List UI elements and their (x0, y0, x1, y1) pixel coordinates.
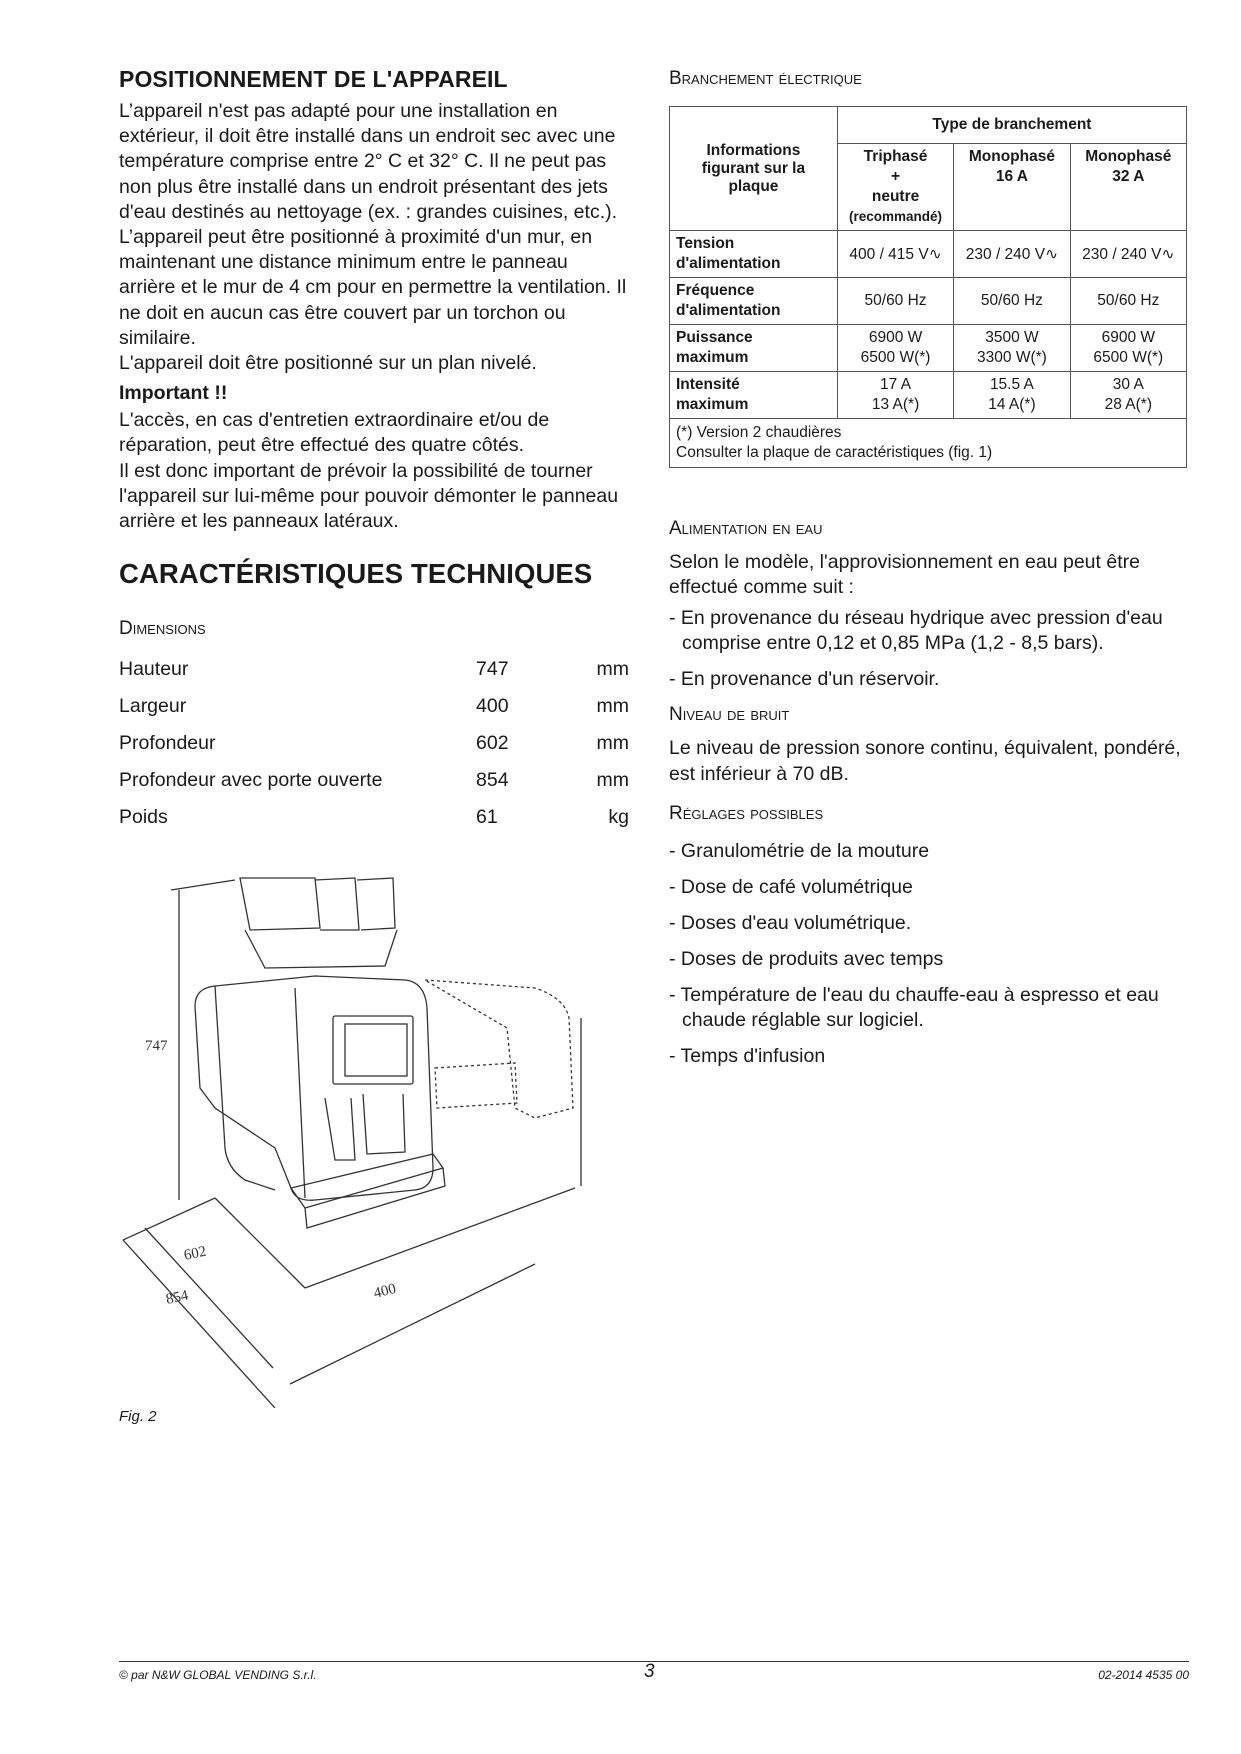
positioning-title: POSITIONNEMENT DE L'APPAREIL (119, 66, 508, 92)
dimension-unit: kg (608, 806, 629, 829)
positioning-para-4: Il est donc important de prévoir la possibilité de tourner l'appareil sur lui-même pour pouvoir démonter le panneau arrière et les panneaux latéraux. (119, 459, 619, 533)
table-cell: 400 / 415 V∿ (837, 231, 953, 278)
positioning-para-2: L'appareil doit être positionné sur un plan nivelé. (119, 352, 537, 375)
row-label (670, 231, 838, 278)
depth-dimension-line (145, 1228, 273, 1368)
label-400: 400 (372, 1280, 398, 1302)
table-cell: 15.5 A 14 A(*) (954, 372, 1070, 419)
important-label: Important !! (119, 382, 228, 405)
right-column (669, 66, 1189, 1080)
footer-doc-code: 02-2014 4535 00 (1098, 1668, 1189, 1682)
table-cell: 3500 W 3300 W(*) (954, 325, 1070, 372)
technical-title: CARACTÉRISTIQUES TECHNIQUES (119, 558, 593, 590)
list-item: - En provenance d'un réservoir. (669, 668, 940, 691)
footer-page-number: 3 (644, 1661, 655, 1682)
header-col-triphase (837, 144, 953, 231)
dimension-value: 61 (476, 806, 498, 829)
row-label (670, 325, 838, 372)
label-602: 602 (182, 1243, 208, 1264)
dimension-row (119, 658, 629, 695)
dimension-row (119, 695, 629, 732)
left-column (119, 66, 629, 843)
list-item: - Température de l'eau du chauffe-eau à espresso et eau chaude réglable sur logiciel. (669, 983, 1159, 1031)
dimension-row (119, 806, 629, 843)
row-label-line: d'alimentation (676, 255, 781, 272)
header-line: (recommandé) (849, 209, 943, 224)
dimension-label: Profondeur avec porte ouverte (119, 769, 383, 792)
coffee-machine-drawing (115, 868, 655, 1408)
row-label-line: Intensité (676, 376, 740, 393)
table-cell: 17 A 13 A(*) (837, 372, 953, 419)
header-line: Monophasé (1085, 148, 1172, 165)
dimensions-title: Dimensions (119, 618, 206, 640)
list-item: - Temps d'infusion (669, 1044, 826, 1067)
table-cell: 6900 W 6500 W(*) (1070, 325, 1186, 372)
dimension-value: 854 (476, 769, 509, 792)
list-item: - En provenance du réseau hydrique avec pression d'eau comprise entre 0,12 et 0,85 MPa (1,2 - 8,5 bars). (669, 607, 1163, 655)
positioning-para-1: L’appareil n'est pas adapté pour une installation en extérieur, il doit être installé dans un endroit sec avec une température comprise entre 2° C et 32° C. Il ne peut pas non plus être installé dans un endroit présentant des jets d'eau destinés au nettoyage (ex. : grandes cuisines, etc.). L’appareil peut être positionné à proximité d'un mur, en maintenant une distance minimum entre le panneau arrière et le mur de 4 cm pour en permettre la ventilation. Il ne doit en aucun cas être couvert par un torchon ou similaire. (119, 100, 627, 349)
header-line: Triphasé (863, 148, 928, 165)
dimension-label: Profondeur (119, 732, 216, 755)
table-note-row (670, 419, 1187, 468)
list-item: - Dose de café volumétrique (669, 875, 913, 898)
header-col-mono32 (1070, 144, 1186, 231)
label-747: 747 (145, 1038, 168, 1054)
row-label-line: maximum (676, 349, 749, 366)
label-854: 854 (164, 1287, 190, 1308)
table-cell: 30 A 28 A(*) (1070, 372, 1186, 419)
width-dimension-line (290, 1264, 535, 1384)
row-label-line: d'alimentation (676, 302, 781, 319)
table-cell: 230 / 240 V∿ (1070, 231, 1186, 278)
water-list (669, 606, 1189, 692)
table-row (670, 325, 1187, 372)
header-info: Informations figurant sur la plaque (670, 107, 838, 231)
table-cell: 230 / 240 V∿ (954, 231, 1070, 278)
dimension-unit: mm (596, 732, 629, 755)
dimension-label: Largeur (119, 695, 187, 718)
header-type: Type de branchement (837, 107, 1186, 144)
dimension-value: 747 (476, 658, 509, 681)
table-cell: 50/60 Hz (954, 278, 1070, 325)
dimension-value: 602 (476, 732, 509, 755)
header-line: + (891, 168, 901, 185)
electrical-table (669, 106, 1187, 468)
noise-text: Le niveau de pression sonore continu, équivalent, pondéré, est inférieur à 70 dB. (669, 737, 1181, 785)
footer-copyright: © par N&W GLOBAL VENDING S.r.l. (119, 1668, 317, 1682)
table-row (670, 278, 1187, 325)
electrical-title: Branchement électrique (669, 68, 862, 89)
dimension-unit: mm (596, 769, 629, 792)
table-row (670, 231, 1187, 278)
machine-dimension-figure (115, 868, 655, 1413)
water-intro: Selon le modèle, l'approvisionnement en eau peut être effectué comme suit : (669, 551, 1140, 599)
dimension-label: Hauteur (119, 658, 189, 681)
table-cell: 50/60 Hz (837, 278, 953, 325)
dimensions-list (119, 658, 629, 843)
header-line: 16 A (995, 168, 1028, 185)
header-line: neutre (871, 188, 920, 205)
list-item: - Granulométrie de la mouture (669, 839, 930, 862)
row-label-line: Tension (676, 235, 735, 252)
table-cell: 6900 W 6500 W(*) (837, 325, 953, 372)
row-label (670, 372, 838, 419)
water-title: Alimentation en eau (669, 518, 823, 539)
dimension-unit: mm (596, 658, 629, 681)
list-item: - Doses d'eau volumétrique. (669, 911, 912, 934)
header-line: 32 A (1112, 168, 1145, 185)
table-note: Consulter la plaque de caractéristiques (fig. 1) (676, 444, 993, 461)
table-cell: 50/60 Hz (1070, 278, 1186, 325)
dimension-value: 400 (476, 695, 509, 718)
table-row (670, 372, 1187, 419)
dimension-unit: mm (596, 695, 629, 718)
row-label (670, 278, 838, 325)
dimension-row (119, 769, 629, 806)
row-label-line: Puissance (676, 329, 753, 346)
table-note: (*) Version 2 chaudières (676, 424, 842, 441)
figure-caption: Fig. 2 (119, 1408, 157, 1425)
dimension-label: Poids (119, 806, 168, 829)
settings-title: Réglages possibles (669, 802, 824, 824)
row-label-line: Fréquence (676, 282, 755, 299)
header-col-mono16 (954, 144, 1070, 231)
settings-list (669, 839, 1189, 1069)
dimension-row (119, 732, 629, 769)
noise-title: Niveau de bruit (669, 704, 790, 726)
list-item: - Doses de produits avec temps (669, 947, 944, 970)
positioning-para-3: L'accès, en cas d'entretien extraordinaire et/ou de réparation, peut être effectué des quatre côtés. (119, 409, 550, 457)
header-line: Monophasé (968, 148, 1055, 165)
table-notes (670, 419, 1187, 468)
row-label-line: maximum (676, 396, 749, 413)
